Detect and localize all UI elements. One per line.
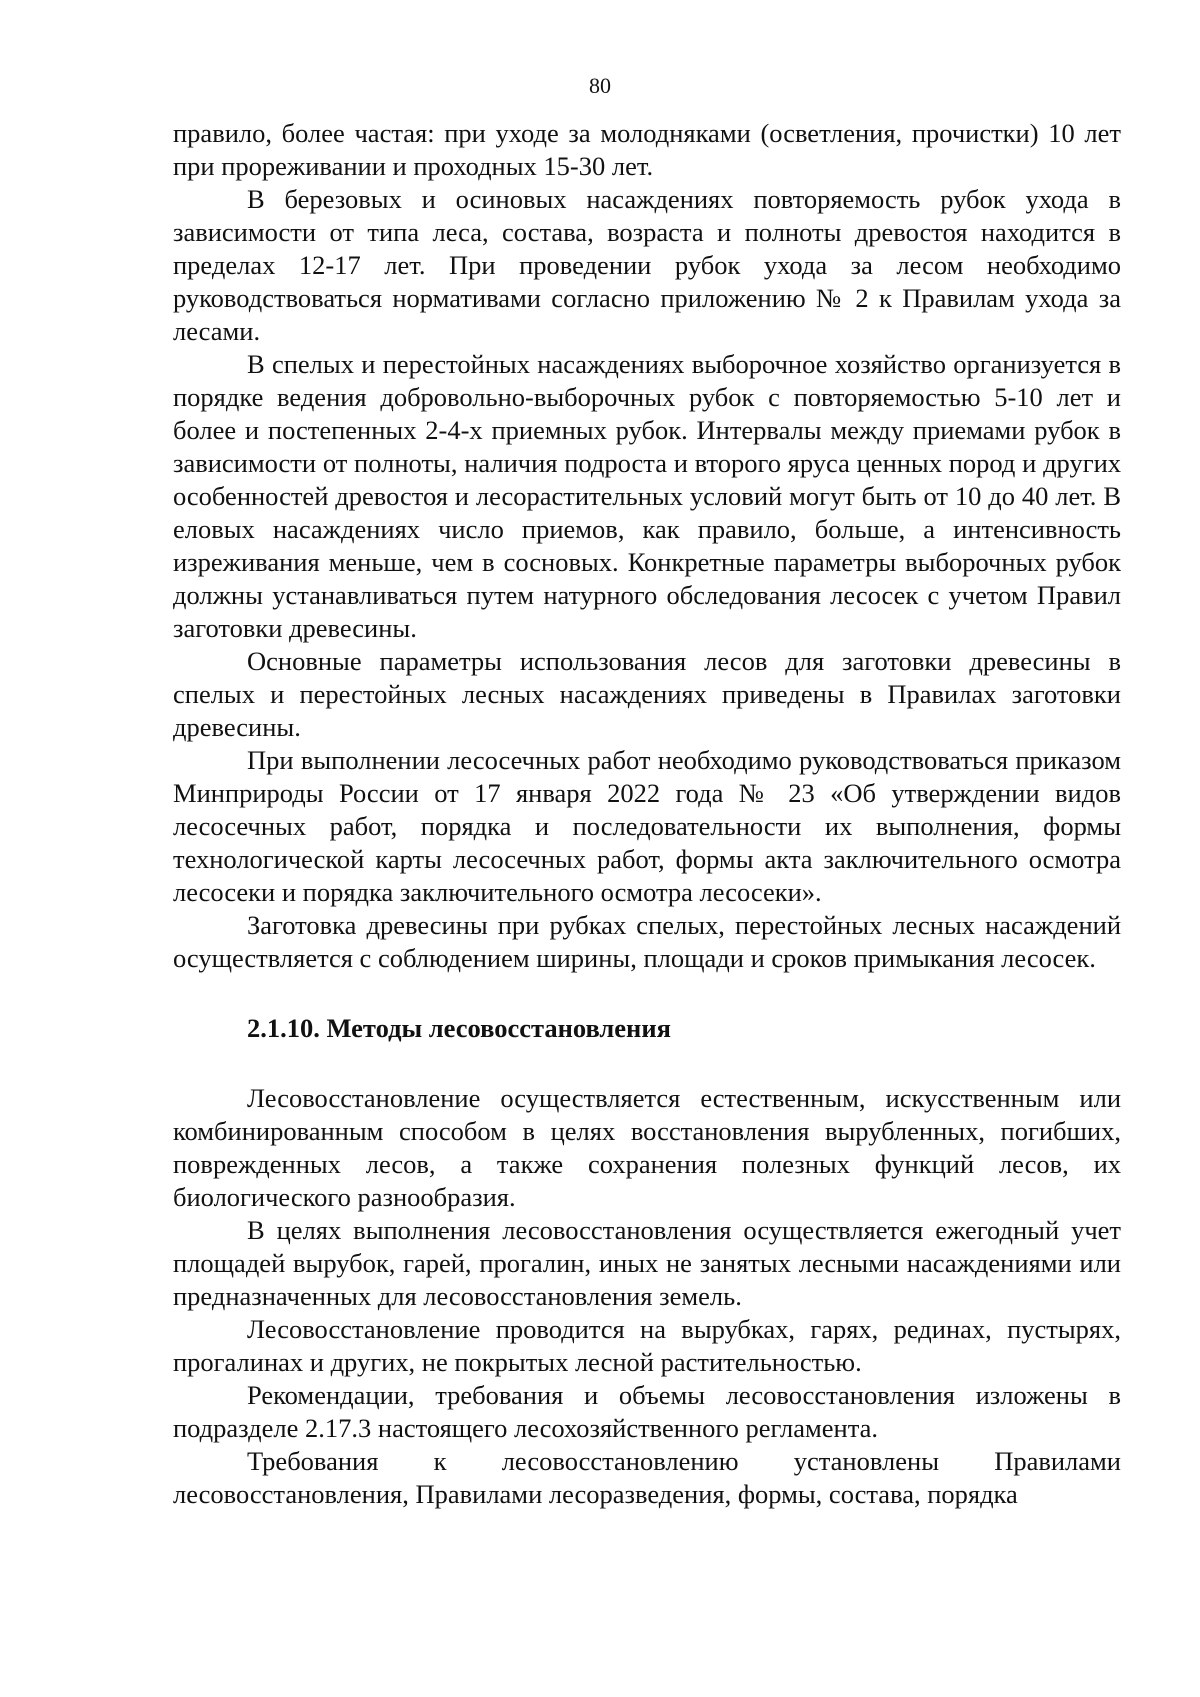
section-heading: 2.1.10. Методы лесовосстановления xyxy=(247,1013,671,1043)
paragraph-recommendations: Рекомендации, требования и объемы лесовосстановления изложены в подразделе 2.17.3 настоящего лесохозяйственного регламента. xyxy=(173,1380,1121,1443)
paragraph-selective-cutting: В спелых и перестойных насаждениях выборочное хозяйство организуется в порядке ведения добровольно-выборочных рубок с повторяемостью 5-10 лет и более и постепенных 2-4-х приемных рубок. Интервалы между приемами рубок в зависимости от полноты, наличия подроста и второго яруса ценных пород и других особенностей древостоя и лесорастительных условий могут быть от 10 до 40 лет. В еловых насаждениях число приемов, как правило, больше, а интенсивность изреживания меньше, чем в сосновых. Конкретные параметры выборочных рубок должны устанавливаться путем натурного обследования лесосек с учетом Правил заготовки древесины. xyxy=(173,349,1121,643)
paragraph-continuation: правило, более частая: при уходе за молодняками (осветления, прочистки) 10 лет при прореживании и проходных 15-30 лет. xyxy=(173,118,1121,181)
paragraph-annual-accounting: В целях выполнения лесовосстановления осуществляется ежегодный учет площадей вырубок, гарей, прогалин, иных не занятых лесными насаждениями или предназначенных для лесовосстановления земель. xyxy=(173,1215,1121,1311)
paragraph-reforestation-methods: Лесовосстановление осуществляется естественным, искусственным или комбинированным способом в целях восстановления вырубленных, погибших, поврежденных лесов, а также сохранения полезных функций лесов, их биологического разнообразия. xyxy=(173,1083,1121,1212)
paragraph-adjacency: Заготовка древесины при рубках спелых, перестойных лесных насаждений осуществляется с соблюдением ширины, площади и сроков примыкания лесосек. xyxy=(173,910,1121,973)
paragraph-thinning-repeat: В березовых и осиновых насаждениях повторяемость рубок ухода в зависимости от типа леса, состава, возраста и полноты древостоя находится в пределах 12-17 лет. При проведении рубок ухода за лесом необходимо руководствоваться нормативами согласно приложению № 2 к Правилам ухода за лесами. xyxy=(173,184,1121,346)
page-number: 80 xyxy=(589,73,611,98)
paragraph-reforestation-sites: Лесовосстановление проводится на вырубках, гарях, рединах, пустырях, прогалинах и других, не покрытых лесной растительностью. xyxy=(173,1314,1121,1377)
page-body xyxy=(173,117,1121,1511)
paragraph-harvest-parameters: Основные параметры использования лесов для заготовки древесины в спелых и перестойных лесных насаждениях приведены в Правилах заготовки древесины. xyxy=(173,646,1121,742)
paragraph-logging-order: При выполнении лесосечных работ необходимо руководствоваться приказом Минприроды России от 17 января 2022 года № 23 «Об утверждении видов лесосечных работ, порядка и последовательности их выполнения, формы технологической карты лесосечных работ, формы акта заключительного осмотра лесосеки и порядка заключительного осмотра лесосеки». xyxy=(173,745,1121,907)
paragraph-requirements: Требования к лесовосстановлению установлены Правилами лесовосстановления, Правилами лесоразведения, формы, состава, порядка xyxy=(173,1446,1121,1509)
